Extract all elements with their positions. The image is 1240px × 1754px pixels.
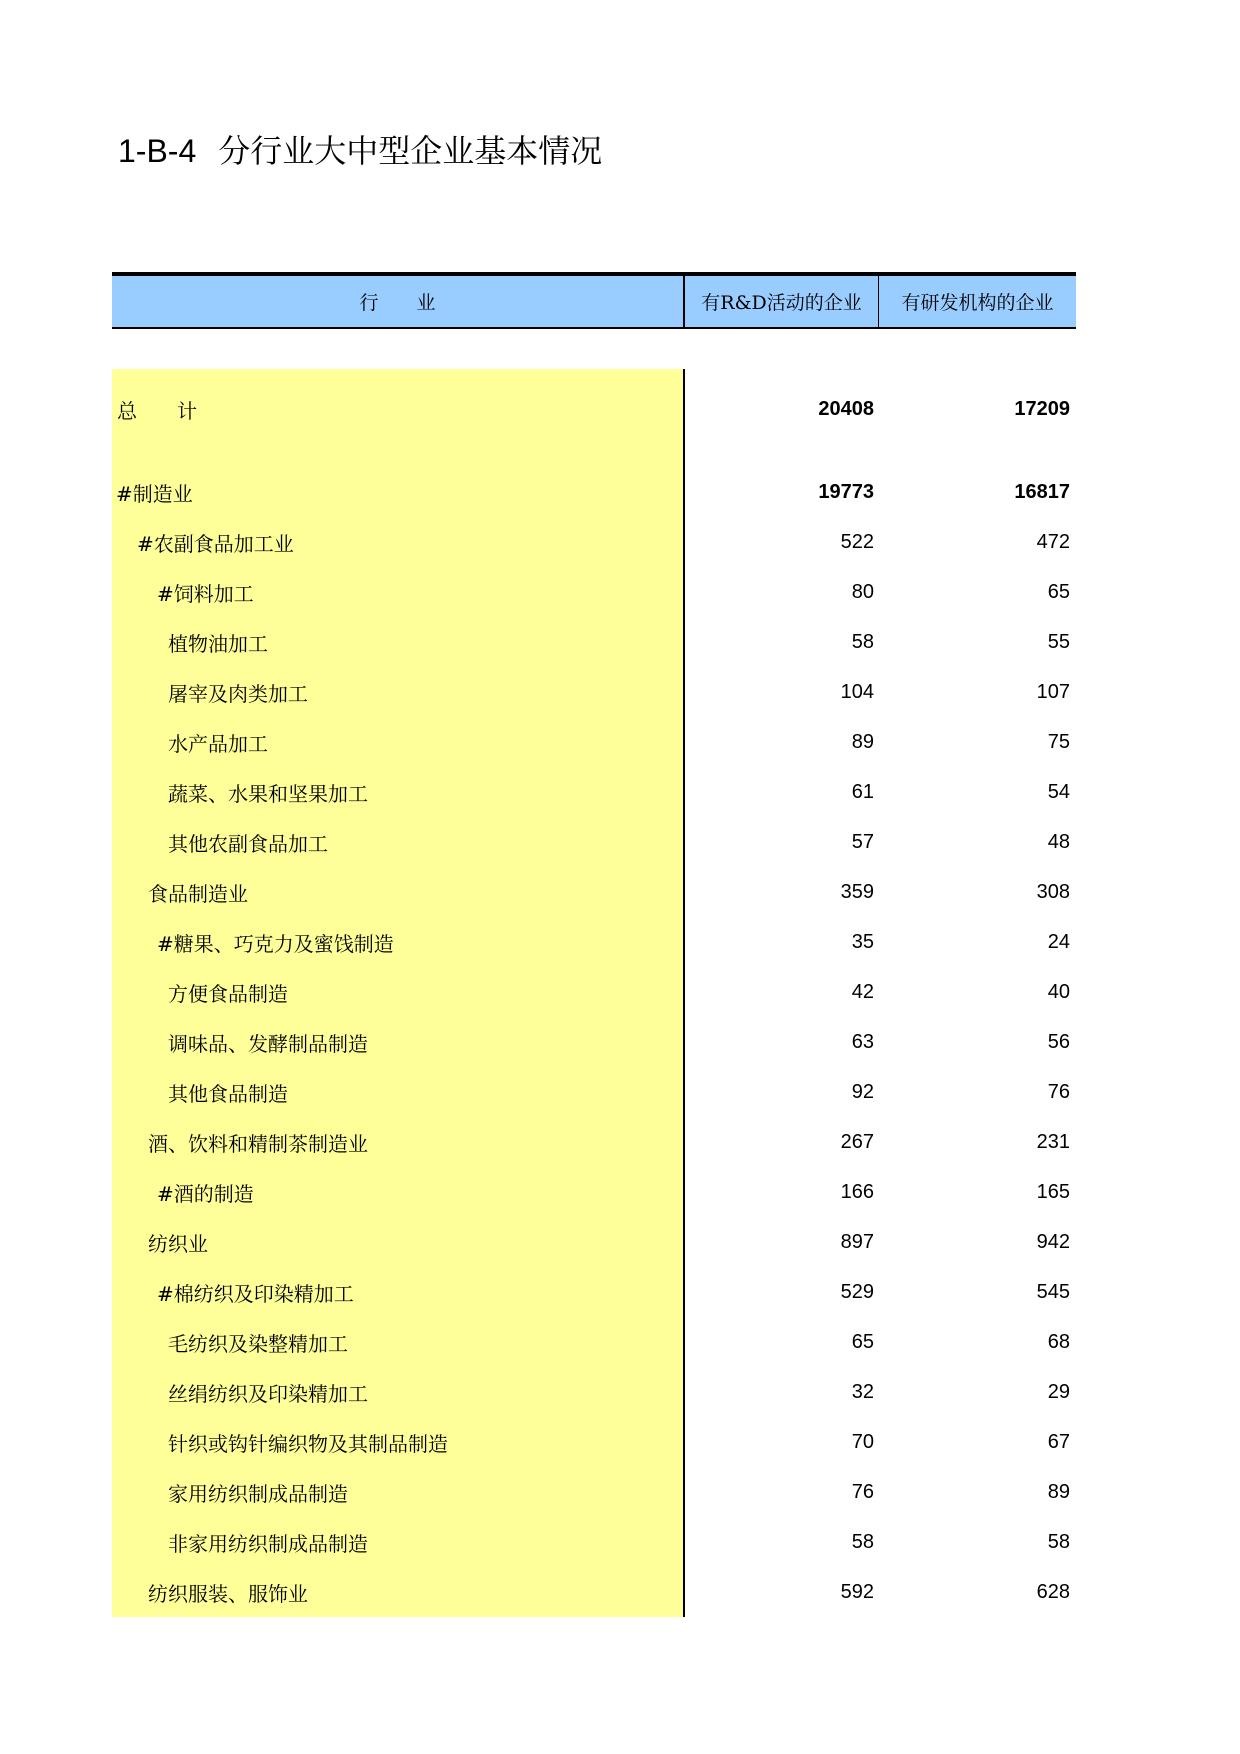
rd-institution-enterprises-value: 24 <box>1047 930 1070 953</box>
rd-institution-enterprises-value: 40 <box>1047 980 1070 1003</box>
table-row <box>112 717 1076 767</box>
industry-name: 其他食品制造 <box>168 1081 288 1106</box>
rd-institution-enterprises-value: 55 <box>1047 630 1070 653</box>
rd-institution-enterprises-value: 628 <box>1036 1580 1070 1603</box>
table-row <box>112 517 1076 567</box>
table-row <box>112 1517 1076 1567</box>
table-row <box>112 467 1076 517</box>
rd-enterprises-value: 35 <box>851 930 874 953</box>
table-row <box>112 1267 1076 1317</box>
rd-institution-enterprises-value: 65 <box>1047 580 1070 603</box>
rd-enterprises-value: 20408 <box>818 397 874 420</box>
rd-institution-enterprises-value: 76 <box>1047 1080 1070 1103</box>
rd-enterprises-value: 92 <box>851 1080 874 1103</box>
header-industry: 行 业 <box>112 276 685 327</box>
table-title: 分行业大中型企业基本情况 <box>218 132 603 170</box>
industry-name: 纺织服装、服饰业 <box>148 1581 308 1606</box>
rd-enterprises-value: 80 <box>851 580 874 603</box>
rd-enterprises-value: 89 <box>851 730 874 753</box>
industry-name: 蔬菜、水果和坚果加工 <box>168 781 368 806</box>
industry-name: 总 计 <box>117 398 197 423</box>
rd-institution-enterprises-value: 48 <box>1047 830 1070 853</box>
rd-institution-enterprises-value: 67 <box>1047 1430 1070 1453</box>
rd-institution-enterprises-value: 308 <box>1036 880 1070 903</box>
industry-name: 酒、饮料和精制茶制造业 <box>148 1131 368 1156</box>
industry-name: 调味品、发酵制品制造 <box>168 1031 368 1056</box>
table-row <box>112 1567 1076 1617</box>
rd-institution-enterprises-value: 16817 <box>1014 480 1070 503</box>
table-row <box>112 1117 1076 1167</box>
rd-institution-enterprises-value: 231 <box>1036 1130 1070 1153</box>
rd-enterprises-value: 267 <box>840 1130 874 1153</box>
rd-institution-enterprises-value: 89 <box>1047 1480 1070 1503</box>
table-row <box>112 1417 1076 1467</box>
rd-institution-enterprises-value: 17209 <box>1014 397 1070 420</box>
rd-enterprises-value: 57 <box>851 830 874 853</box>
industry-name: #糖果、巧克力及蜜饯制造 <box>157 931 394 956</box>
industry-name: 方便食品制造 <box>168 981 288 1006</box>
page-title <box>118 126 602 172</box>
rd-enterprises-value: 58 <box>851 1530 874 1553</box>
table-row <box>112 867 1076 917</box>
industry-name: #制造业 <box>116 481 193 506</box>
table-body <box>112 369 1076 1617</box>
industry-name: 针织或钩针编织物及其制品制造 <box>168 1431 448 1456</box>
rd-institution-enterprises-value: 472 <box>1036 530 1070 553</box>
industry-name: 屠宰及肉类加工 <box>168 681 308 706</box>
table-row <box>112 767 1076 817</box>
rd-enterprises-value: 19773 <box>818 480 874 503</box>
industry-name: 食品制造业 <box>148 881 248 906</box>
table-row <box>112 1217 1076 1267</box>
table-row <box>112 1067 1076 1117</box>
table-row <box>112 1367 1076 1417</box>
table-row <box>112 369 1076 449</box>
rd-enterprises-value: 592 <box>840 1580 874 1603</box>
rd-institution-enterprises-value: 56 <box>1047 1030 1070 1053</box>
header-rd-institution-enterprises: 有研发机构的企业 <box>901 292 1054 314</box>
rd-enterprises-value: 359 <box>840 880 874 903</box>
rd-institution-enterprises-value: 54 <box>1047 780 1070 803</box>
rd-enterprises-value: 58 <box>851 630 874 653</box>
rd-institution-enterprises-value: 68 <box>1047 1330 1070 1353</box>
header-rd-enterprises: 有R&D活动的企业 <box>685 276 879 327</box>
table-row <box>112 817 1076 867</box>
industry-name: #棉纺织及印染精加工 <box>157 1281 354 1306</box>
rd-enterprises-value: 63 <box>851 1030 874 1053</box>
rd-institution-enterprises-value: 165 <box>1036 1180 1070 1203</box>
industry-name: 毛纺织及染整精加工 <box>168 1331 348 1356</box>
rd-enterprises-value: 522 <box>840 530 874 553</box>
industry-name: 家用纺织制成品制造 <box>168 1481 348 1506</box>
rd-institution-enterprises-value: 75 <box>1047 730 1070 753</box>
rd-institution-enterprises-value: 545 <box>1036 1280 1070 1303</box>
rd-institution-enterprises-value: 107 <box>1036 680 1070 703</box>
table-row <box>112 617 1076 667</box>
rd-enterprises-value: 32 <box>851 1380 874 1403</box>
table-row <box>112 667 1076 717</box>
rd-institution-enterprises-value: 942 <box>1036 1230 1070 1253</box>
rd-enterprises-value: 76 <box>851 1480 874 1503</box>
rd-institution-enterprises-value: 58 <box>1047 1530 1070 1553</box>
rd-enterprises-value: 897 <box>840 1230 874 1253</box>
table-row <box>112 1467 1076 1517</box>
table-row <box>112 567 1076 617</box>
table-row <box>112 1167 1076 1217</box>
statistics-table <box>112 272 1076 1617</box>
industry-name: #农副食品加工业 <box>137 531 294 556</box>
table-code: 1-B-4 <box>118 133 197 169</box>
rd-institution-enterprises-value: 29 <box>1047 1380 1070 1403</box>
table-row <box>112 967 1076 1017</box>
industry-name: 水产品加工 <box>168 731 268 756</box>
table-row <box>112 1317 1076 1367</box>
rd-enterprises-value: 104 <box>840 680 874 703</box>
industry-name: 植物油加工 <box>168 631 268 656</box>
table-row <box>112 917 1076 967</box>
rd-enterprises-value: 65 <box>851 1330 874 1353</box>
rd-enterprises-value: 61 <box>851 780 874 803</box>
industry-name: 其他农副食品加工 <box>168 831 328 856</box>
rd-enterprises-value: 529 <box>840 1280 874 1303</box>
table-header <box>112 272 1076 329</box>
industry-name: 纺织业 <box>148 1231 208 1256</box>
rd-enterprises-value: 70 <box>851 1430 874 1453</box>
industry-name: #酒的制造 <box>157 1181 254 1206</box>
table-row <box>112 1017 1076 1067</box>
industry-name: 丝绢纺织及印染精加工 <box>168 1381 368 1406</box>
rd-enterprises-value: 166 <box>840 1180 874 1203</box>
rd-enterprises-value: 42 <box>851 980 874 1003</box>
industry-name: #饲料加工 <box>157 581 254 606</box>
industry-name: 非家用纺织制成品制造 <box>168 1531 368 1556</box>
